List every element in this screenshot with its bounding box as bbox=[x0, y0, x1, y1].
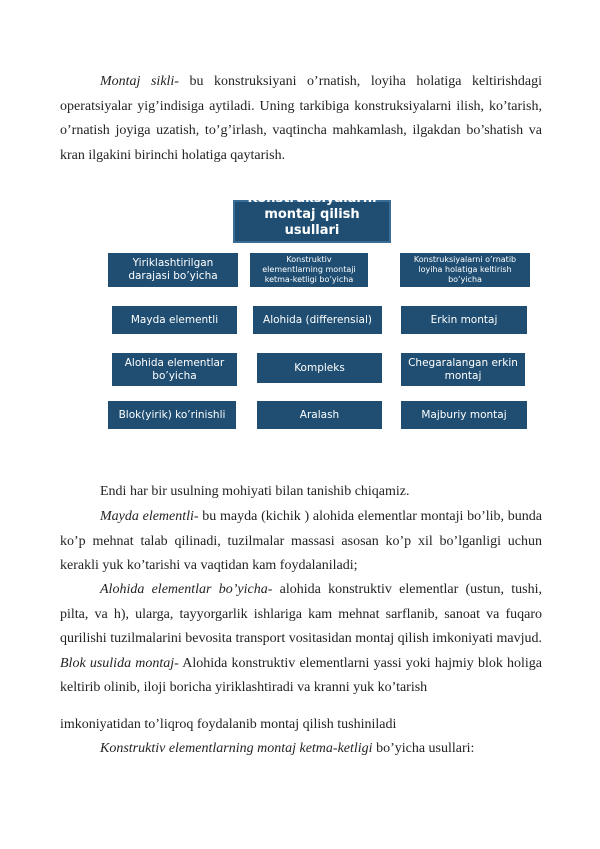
intro-line: Endi har bir usulning mohiyati bilan tanishib chiqamiz. bbox=[100, 484, 410, 499]
last-line-text: bo’yicha usullari: bbox=[372, 741, 475, 756]
paragraph-montaj-sikli bbox=[60, 70, 542, 168]
method-aralash: Aralash bbox=[257, 401, 382, 429]
paragraph-alohida-elementlar bbox=[60, 578, 542, 701]
paragraph-text: alohida konstruktiv elementlar (ustun, tushi, pilta, va h), ularga, tayyorgarlik ishlariga kam mehnat sarflanib, sanoat va fuqaro qurilishi tuzilmalarini bevosita transport vositasidan montaj qilish imkoniyati mavjud. bbox=[60, 582, 542, 646]
method-chegaralangan: Chegaralangan erkin montaj bbox=[401, 353, 525, 386]
category-loyiha-holatiga: Konstruksiyalarni o’rnatib loyiha holatiga keltirish bo’yicha bbox=[400, 253, 530, 287]
continuation-line: imkoniyatidan to’liqroq foydalanib montaj qilish tushiniladi bbox=[60, 717, 397, 732]
diagram-title-line-1: Konstruksiyalarni bbox=[247, 191, 377, 206]
method-alohida-differensial: Alohida (differensial) bbox=[253, 306, 382, 334]
term-ketma-ketligi: Konstruktiv elementlarning montaj ketma-ketligi bbox=[100, 741, 373, 756]
last-line bbox=[60, 737, 542, 761]
method-mayda-elementli: Mayda elementli bbox=[112, 306, 237, 334]
term-alohida-elementlar: Alohida elementlar bo’yicha- bbox=[100, 582, 273, 597]
method-erkin-montaj: Erkin montaj bbox=[401, 306, 527, 334]
paragraph-mayda-elementli bbox=[60, 505, 542, 579]
method-majburiy-montaj: Majburiy montaj bbox=[401, 401, 527, 429]
term-montaj-sikli: Montaj sikli- bbox=[100, 74, 179, 89]
diagram-title-line-2: montaj qilish bbox=[264, 207, 360, 222]
term-mayda-elementli: Mayda elementli- bbox=[100, 509, 199, 524]
category-yiriklashtirilgan: Yiriklashtirilgan darajasi bo’yicha bbox=[108, 253, 238, 287]
category-ketma-ketligi: Konstruktiv elementlarning montaji ketma-ketligi bo’yicha bbox=[250, 253, 368, 287]
paragraph-text-2: Alohida konstruktiv elementlarni yassi yoki hajmiy blok holiga keltirib olinib, iloji boricha yiriklashtiradi va kranni yuk ko’tarish bbox=[60, 655, 543, 695]
method-alohida-elementlar: Alohida elementlar bo’yicha bbox=[112, 353, 237, 386]
paragraph-text: bu konstruksiyani o’rnatish, loyiha holatiga keltirishdagi operatsiyalar yig’indisiga aytiladi. Uning tarkibiga konstruksiyalarni ilish, ko’tarish, o’rnatish joyiga uzatish, to’g’irlash, vaqtincha mahkamlash, ilgakdan bo’shatish va kran ilgakini birinchi holatiga qaytarish. bbox=[60, 74, 542, 163]
method-blok: Blok(yirik) ko’rinishli bbox=[108, 401, 236, 429]
term-blok-usulida: Blok usulida montaj- bbox=[60, 655, 179, 671]
diagram-title-line-3: usullari bbox=[284, 223, 340, 238]
method-kompleks: Kompleks bbox=[257, 353, 382, 383]
paragraph-text: bu mayda (kichik ) alohida elementlar montaji bo’lib, bunda ko’p mehnat talab qilinadi, tuzilmalar massasi asosan ko’p xil bo’lganligi uchun kerakli yuk ko’tarishi va vaqtidan kam foydalaniladi; bbox=[60, 509, 542, 573]
diagram-title bbox=[233, 191, 391, 243]
